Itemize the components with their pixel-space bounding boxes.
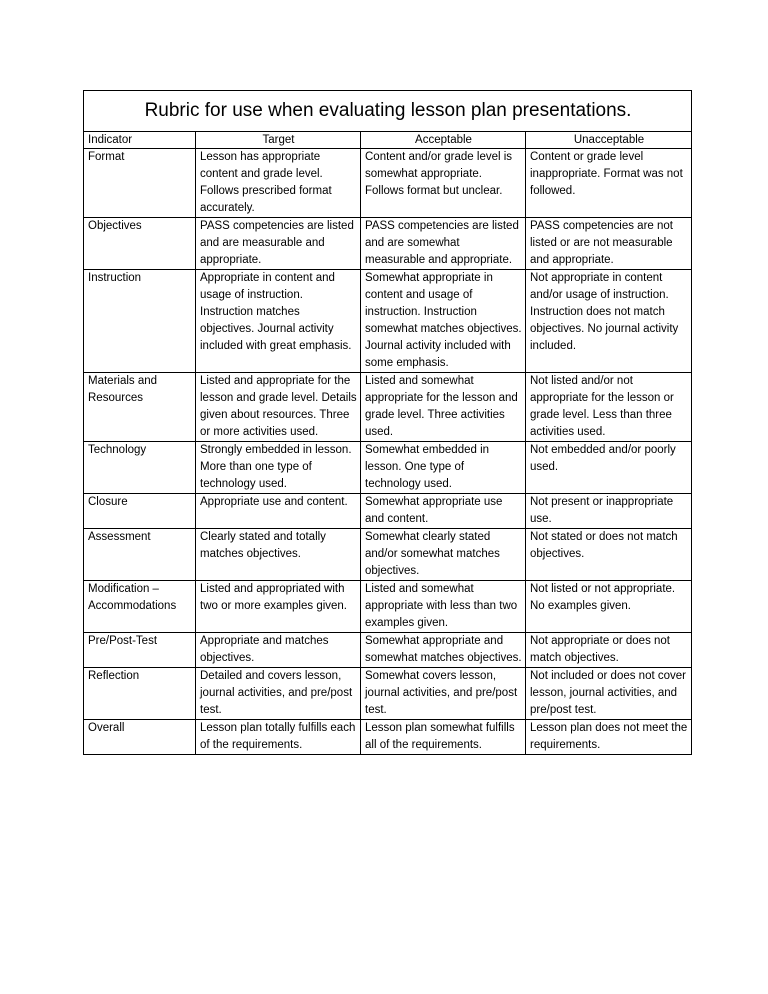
- indicator-cell: Overall: [84, 720, 196, 755]
- table-row: [84, 494, 692, 529]
- table-row: [84, 270, 692, 373]
- table-row: [84, 149, 692, 218]
- indicator-cell: Pre/Post-Test: [84, 633, 196, 668]
- table-row: [84, 442, 692, 494]
- header-acceptable: Acceptable: [361, 132, 526, 149]
- indicator-cell: Technology: [84, 442, 196, 494]
- target-cell: Lesson plan totally fulfills each of the requirements.: [196, 720, 361, 755]
- table-row: [84, 373, 692, 442]
- acceptable-cell: Lesson plan somewhat fulfills all of the requirements.: [361, 720, 526, 755]
- unacceptable-cell: Not present or inappropriate use.: [526, 494, 692, 529]
- header-target: Target: [196, 132, 361, 149]
- unacceptable-cell: Not appropriate in content and/or usage of instruction. Instruction does not match objectives. No journal activity included.: [526, 270, 692, 373]
- table-row: [84, 218, 692, 270]
- indicator-cell: Instruction: [84, 270, 196, 373]
- header-row: [84, 132, 692, 149]
- acceptable-cell: Listed and somewhat appropriate for the lesson and grade level. Three activities used.: [361, 373, 526, 442]
- indicator-cell: Format: [84, 149, 196, 218]
- unacceptable-cell: Not listed and/or not appropriate for the lesson or grade level. Less than three activities used.: [526, 373, 692, 442]
- target-cell: PASS competencies are listed and are measurable and appropriate.: [196, 218, 361, 270]
- indicator-cell: Objectives: [84, 218, 196, 270]
- header-indicator: Indicator: [84, 132, 196, 149]
- rubric-table: [83, 90, 692, 755]
- table-row: [84, 581, 692, 633]
- acceptable-cell: Somewhat appropriate use and content.: [361, 494, 526, 529]
- header-unacceptable: Unacceptable: [526, 132, 692, 149]
- acceptable-cell: Somewhat clearly stated and/or somewhat matches objectives.: [361, 529, 526, 581]
- unacceptable-cell: Not appropriate or does not match objectives.: [526, 633, 692, 668]
- target-cell: Clearly stated and totally matches objectives.: [196, 529, 361, 581]
- target-cell: Appropriate and matches objectives.: [196, 633, 361, 668]
- unacceptable-cell: Not included or does not cover lesson, journal activities, and pre/post test.: [526, 668, 692, 720]
- rubric-title: Rubric for use when evaluating lesson plan presentations.: [84, 91, 692, 132]
- acceptable-cell: PASS competencies are listed and are somewhat measurable and appropriate.: [361, 218, 526, 270]
- table-row: [84, 668, 692, 720]
- acceptable-cell: Somewhat covers lesson, journal activities, and pre/post test.: [361, 668, 526, 720]
- unacceptable-cell: Not embedded and/or poorly used.: [526, 442, 692, 494]
- target-cell: Listed and appropriated with two or more examples given.: [196, 581, 361, 633]
- indicator-cell: Modification – Accommodations: [84, 581, 196, 633]
- target-cell: Strongly embedded in lesson. More than one type of technology used.: [196, 442, 361, 494]
- target-cell: Appropriate in content and usage of instruction. Instruction matches objectives. Journal activity included with great emphasis.: [196, 270, 361, 373]
- unacceptable-cell: Not stated or does not match objectives.: [526, 529, 692, 581]
- acceptable-cell: Somewhat embedded in lesson. One type of technology used.: [361, 442, 526, 494]
- table-row: [84, 529, 692, 581]
- table-row: [84, 720, 692, 755]
- title-row: [84, 91, 692, 132]
- indicator-cell: Reflection: [84, 668, 196, 720]
- indicator-cell: Materials and Resources: [84, 373, 196, 442]
- target-cell: Appropriate use and content.: [196, 494, 361, 529]
- acceptable-cell: Somewhat appropriate and somewhat matches objectives.: [361, 633, 526, 668]
- target-cell: Detailed and covers lesson, journal activities, and pre/post test.: [196, 668, 361, 720]
- acceptable-cell: Somewhat appropriate in content and usage of instruction. Instruction somewhat matches objectives. Journal activity included with some emphasis.: [361, 270, 526, 373]
- unacceptable-cell: Content or grade level inappropriate. Format was not followed.: [526, 149, 692, 218]
- acceptable-cell: Content and/or grade level is somewhat appropriate. Follows format but unclear.: [361, 149, 526, 218]
- unacceptable-cell: Lesson plan does not meet the requirements.: [526, 720, 692, 755]
- indicator-cell: Assessment: [84, 529, 196, 581]
- table-row: [84, 633, 692, 668]
- target-cell: Listed and appropriate for the lesson and grade level. Details given about resources. Three or more activities used.: [196, 373, 361, 442]
- target-cell: Lesson has appropriate content and grade level. Follows prescribed format accurately.: [196, 149, 361, 218]
- unacceptable-cell: PASS competencies are not listed or are not measurable and appropriate.: [526, 218, 692, 270]
- indicator-cell: Closure: [84, 494, 196, 529]
- acceptable-cell: Listed and somewhat appropriate with less than two examples given.: [361, 581, 526, 633]
- unacceptable-cell: Not listed or not appropriate. No examples given.: [526, 581, 692, 633]
